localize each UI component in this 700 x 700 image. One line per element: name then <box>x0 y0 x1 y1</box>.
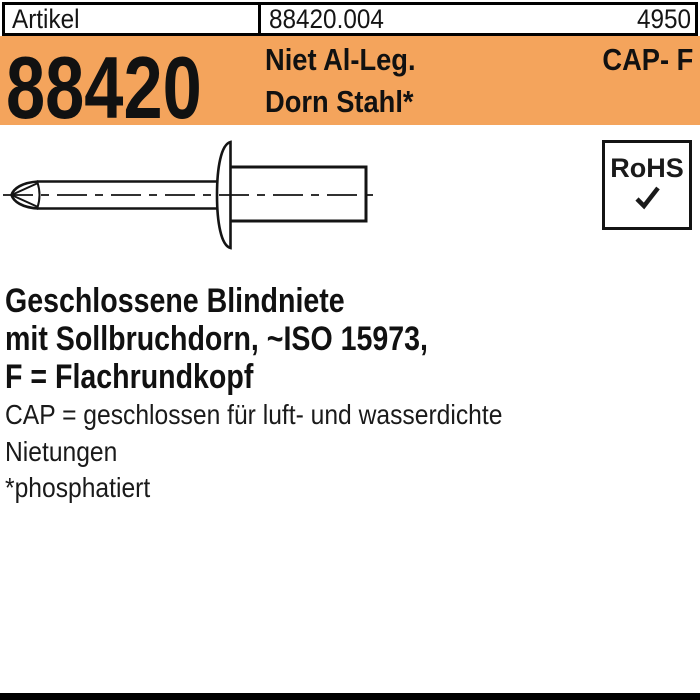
header-article-number: 88420.004 <box>269 4 384 34</box>
band-group-number: 88420 <box>6 38 202 137</box>
note-line-2: Nietungen <box>5 435 118 467</box>
product-title <box>5 282 428 396</box>
header-artikel-box <box>2 2 261 36</box>
rohs-label: RoHS <box>610 153 684 183</box>
header-artikel-label: Artikel <box>12 4 80 34</box>
note-line-1: CAP = geschlossen für luft- und wasserdichte <box>5 399 503 430</box>
rivet-technical-drawing <box>0 130 400 265</box>
bottom-divider-bar <box>0 693 700 700</box>
note-line-3: *phosphatiert <box>5 472 151 503</box>
article-band <box>0 36 700 137</box>
title-line-3: F = Flachrundkopf <box>5 358 254 396</box>
band-variant-code: CAP- F <box>602 42 693 77</box>
title-line-1: Geschlossene Blindniete <box>5 282 345 320</box>
header-number-box <box>258 2 698 36</box>
product-notes <box>5 397 502 507</box>
title-line-2: mit Sollbruchdorn, ~ISO 15973, <box>5 320 428 358</box>
rohs-badge <box>602 140 692 230</box>
band-material-line1: Niet Al-Leg. <box>265 42 416 77</box>
checkmark-icon <box>629 183 665 211</box>
rivet-body <box>230 167 366 221</box>
band-material-line2: Dorn Stahl* <box>265 84 414 119</box>
header-catalog-page: 4950 <box>636 4 691 34</box>
